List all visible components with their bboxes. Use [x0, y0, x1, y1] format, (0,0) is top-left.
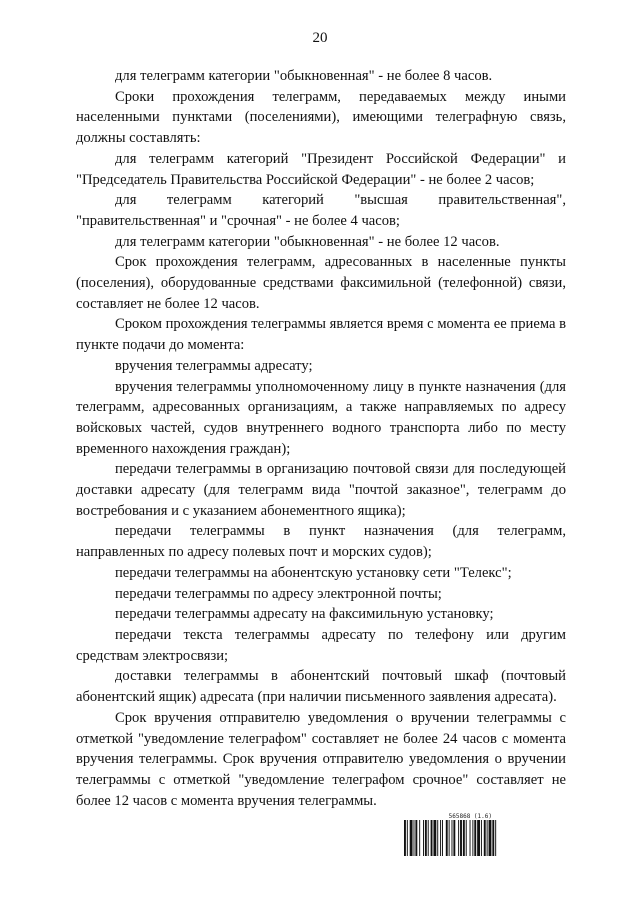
paragraph: для телеграмм категорий "Президент Российской Федерации" и "Председатель Правительства Российской Федерации" - не более 2 часов;	[76, 150, 566, 188]
paragraph: передачи телеграммы в пункт назначения (для телеграмм, направленных по адресу полевых почт и морских судов);	[76, 523, 566, 561]
paragraph: передачи телеграммы по адресу электронной почты;	[115, 585, 442, 602]
barcode-icon	[404, 820, 552, 856]
paragraph: Срок прохождения телеграмм, адресованных в населенные пункты (поселения), оборудованные средствами факсимильной (телефонной) связи, составляет не более 12 часов.	[76, 254, 566, 312]
paragraph: доставки телеграммы в абонентский почтовый шкаф (почтовый абонентский ящик) адресата (при наличии письменного заявления адресата).	[76, 668, 566, 706]
paragraph: Срок вручения отправителю уведомления о вручении телеграммы с отметкой "уведомление телеграфом" составляет не более 24 часов с момента вручения телеграммы. Срок вручения отправителю уведомления о вручении телеграммы с отметкой "уведомление телеграфом срочное" составляет не более 12 часов с момента вручения телеграммы.	[76, 709, 566, 809]
document-body	[76, 66, 566, 811]
barcode-block	[404, 813, 552, 856]
paragraph: передачи телеграммы на абонентскую установку сети "Телекс";	[115, 564, 512, 581]
paragraph: для телеграмм категории "обыкновенная" - не более 12 часов.	[115, 233, 500, 250]
paragraph: для телеграмм категории "обыкновенная" - не более 8 часов.	[115, 68, 493, 84]
paragraph: передачи телеграммы в организацию почтовой связи для последующей доставки адресату (для телеграмм вида "почтой заказное", телеграмм до востребования и с указанием абонементного ящика);	[76, 461, 566, 519]
paragraph: вручения телеграммы уполномоченному лицу в пункте назначения (для телеграмм, адресованных организациям, а также направляемых по адресу войсковых частей, судов внутреннего водного транспорта либо по месту временного нахождения граждан);	[76, 378, 566, 457]
paragraph: передачи текста телеграммы адресату по телефону или другим средствам электросвязи;	[76, 626, 566, 664]
paragraph: передачи телеграммы адресату на факсимильную установку;	[115, 606, 494, 623]
paragraph: для телеграмм категорий "высшая правительственная", "правительственная" и "срочная" - не более 4 часов;	[76, 192, 566, 229]
barcode-caption: 565868 (1.6)	[448, 813, 492, 820]
paragraph: Сроки прохождения телеграмм, передаваемых между иными населенными пунктами (поселениями), имеющими телеграфную связь, должны составлять:	[76, 88, 566, 147]
paragraph: вручения телеграммы адресату;	[115, 357, 313, 374]
page-number: 20	[312, 30, 328, 46]
paragraph: Сроком прохождения телеграммы является время с момента ее приема в пункте подачи до момента:	[76, 316, 566, 354]
